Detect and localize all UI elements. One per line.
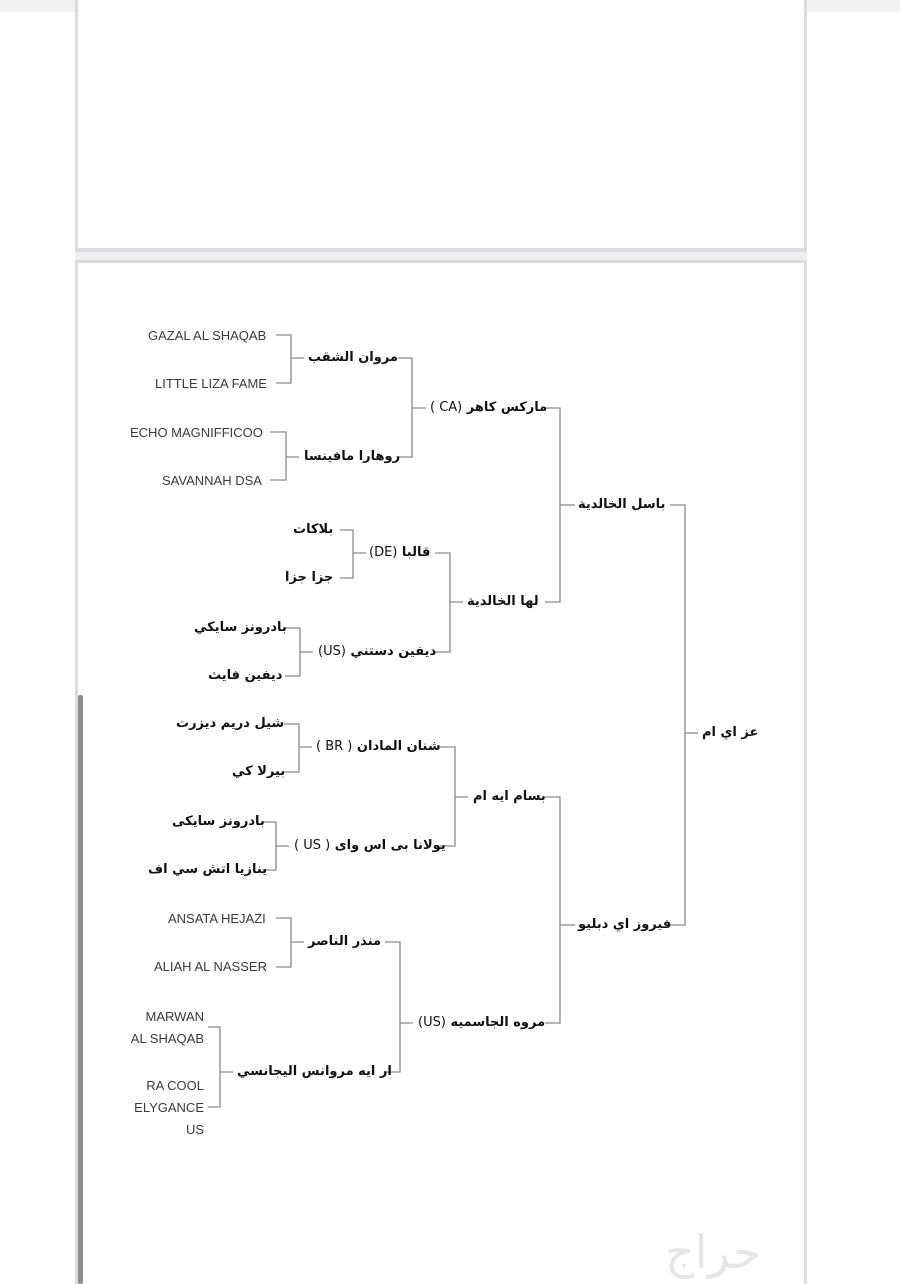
horse-name: مروه الجاسميه <box>450 1015 546 1030</box>
connector-bassam <box>440 747 468 846</box>
root-connector <box>670 505 698 925</box>
dam-connector <box>545 797 575 1023</box>
g4-g1: ANSATA HEJAZI <box>168 911 266 926</box>
g4-a1: GAZAL AL SHAQAB <box>148 328 267 343</box>
g3-a: مروان الشقب <box>308 350 398 365</box>
dam-dam-horse <box>418 1016 545 1029</box>
g4-d2: ديفين فايث <box>208 668 283 683</box>
g4-e1: شيل دريم ديزرت <box>176 716 285 731</box>
g3-b: روهارا مافينسا <box>304 449 401 464</box>
root-horse: عز اي ام <box>702 725 759 740</box>
connector-galba <box>340 530 366 578</box>
country-tag: ( BR ) <box>316 739 353 754</box>
connector-marwa <box>385 942 413 1072</box>
watermark-logo: حراج <box>665 1225 762 1279</box>
connector-rohara <box>270 432 299 480</box>
connector-shanan <box>284 724 312 772</box>
horse-name: يولانا بى اس واى <box>334 838 446 853</box>
sire-dam-horse: لها الخالدية <box>467 594 539 609</box>
g4-h2: RA COOL ELYGANCE US <box>134 1078 204 1137</box>
country-tag: ( CA) <box>430 400 463 415</box>
horse-name: ماركس كاهر <box>466 400 548 415</box>
g4-e2: بيرلا كي <box>232 764 286 779</box>
g4-c1: بلاكات <box>293 522 334 537</box>
g4-f2: ينازيا اتش سي اف <box>148 862 268 877</box>
connector-ra <box>208 1027 233 1107</box>
horse-name: شنان المادان <box>356 739 441 754</box>
g3-h: ار ايه مروانس اليجانسي <box>237 1064 392 1079</box>
g4-h1: MARWAN AL SHAQAB <box>130 1009 204 1046</box>
horse-name: قالبا <box>401 545 431 560</box>
connector-marks <box>398 358 426 457</box>
g4-f1: بادرونز سايكى <box>172 814 265 829</box>
g4-c2: جزا جزا <box>285 570 334 585</box>
g3-c <box>369 546 430 559</box>
horse-name: ديفين دستني <box>350 644 437 659</box>
country-tag: ( US ) <box>294 838 331 853</box>
connector-devin <box>285 628 313 676</box>
country-tag: (US) <box>318 644 346 659</box>
country-tag: (US) <box>418 1015 446 1030</box>
g3-d <box>318 645 436 658</box>
sire-sire-horse <box>430 401 547 414</box>
g4-d1: بادرونز سايكي <box>194 620 287 635</box>
sire-connector <box>545 408 575 602</box>
sire-horse: باسل الخالدية <box>578 497 666 512</box>
connector-marwan <box>276 335 304 383</box>
g4-g2: ALIAH AL NASSER <box>154 959 267 974</box>
g3-e <box>316 740 441 753</box>
dam-horse: فيروز اي دبليو <box>578 917 672 932</box>
g4-b2: SAVANNAH DSA <box>162 473 262 488</box>
g4-a2: LITTLE LIZA FAME <box>155 376 267 391</box>
g3-f <box>294 839 446 852</box>
connector-munther <box>276 918 304 967</box>
g3-g: منذر الناصر <box>308 934 382 949</box>
country-tag: (DE) <box>369 545 398 560</box>
dam-sire-horse: بسام ايه ام <box>473 789 546 804</box>
g4-b1: ECHO MAGNIFFICOO <box>130 425 263 440</box>
connector-laha <box>435 553 463 652</box>
